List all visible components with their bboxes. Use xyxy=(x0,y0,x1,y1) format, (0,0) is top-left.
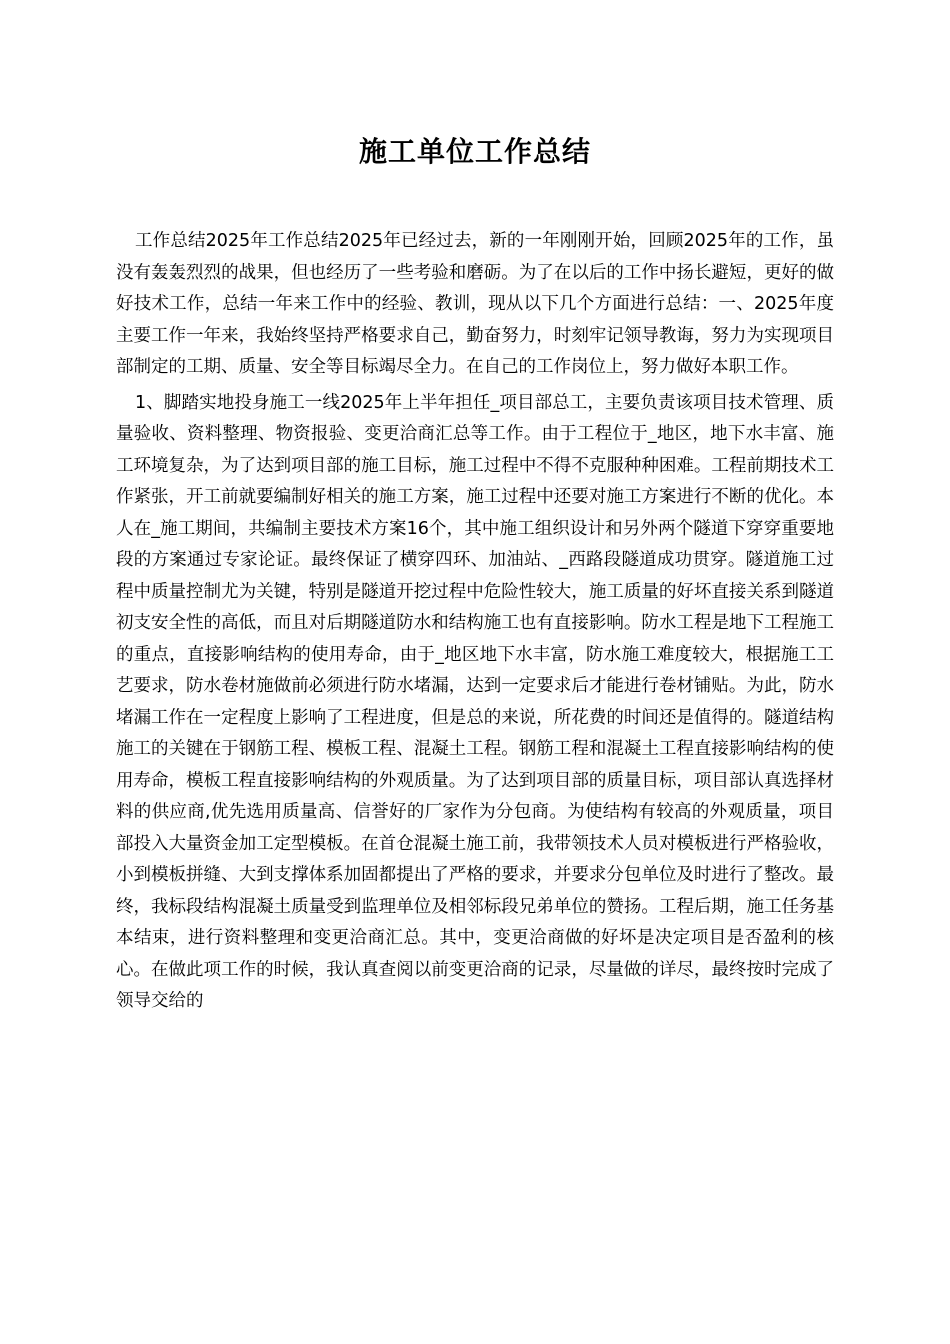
paragraph-section-1: 1、脚踏实地投身施工一线2025年上半年担任_项目部总工，主要负责该项目技术管理、质量验收、资料整理、物资报验、变更洽商汇总等工作。由于工程位于_地区，地下水丰富、施工环境复杂，为了达到项目部的施工目标，施工过程中不得不克服种种困难。工程前期技术工作紧张，开工前就要编制好相关的施工方案，施工过程中还要对施工方案进行不断的优化。本人在_施工期间，共编制主要技术方案16个，其中施工组织设计和另外两个隧道下穿穿重要地段的方案通过专家论证。最终保证了横穿四环、加油站、_西路段隧道成功贯穿。隧道施工过程中质量控制尤为关键，特别是隧道开挖过程中危险性较大，施工质量的好坏直接关系到隧道初支安全性的高低，而且对后期隧道防水和结构施工也有直接影响。防水工程是地下工程施工的重点，直接影响结构的使用寿命，由于_地区地下水丰富，防水施工难度较大，根据施工工艺要求，防水卷材施做前必须进行防水堵漏，达到一定要求后才能进行卷材铺贴。为此，防水堵漏工作在一定程度上影响了工程进度，但是总的来说，所花费的时间还是值得的。隧道结构施工的关键在于钢筋工程、模板工程、混凝土工程。钢筋工程和混凝土工程直接影响结构的使用寿命，模板工程直接影响结构的外观质量。为了达到项目部的质量目标，项目部认真选择材料的供应商,优先选用质量高、信誉好的厂家作为分包商。为使结构有较高的外观质量，项目部投入大量资金加工定型模板。在首仓混凝土施工前，我带领技术人员对模板进行严格验收，小到模板拼缝、大到支撑体系加固都提出了严格的要求，并要求分包单位及时进行了整改。最终，我标段结构混凝土质量受到监理单位及相邻标段兄弟单位的赞扬。工程后期，施工任务基本结束，进行资料整理和变更洽商汇总。其中，变更洽商做的好坏是决定项目是否盈利的核心。在做此项工作的时候，我认真查阅以前变更洽商的记录，尽量做的详尽，最终按时完成了领导交给的 xyxy=(116,392,834,1011)
document-body xyxy=(116,226,834,1022)
document-title: 施工单位工作总结 xyxy=(358,135,591,168)
paragraph-intro: 工作总结2025年工作总结2025年已经过去，新的一年刚刚开始，回顾2025年的工作，虽没有轰轰烈烈的战果，但也经历了一些考验和磨砺。为了在以后的工作中扬长避短，更好的做好技术工作，总结一年来工作中的经验、教训，现从以下几个方面进行总结：一、2025年度主要工作一年来，我始终坚持严格要求自己，勤奋努力，时刻牢记领导教诲，努力为实现项目部制定的工期、质量、安全等目标竭尽全力。在自己的工作岗位上，努力做好本职工作。 xyxy=(116,231,834,377)
